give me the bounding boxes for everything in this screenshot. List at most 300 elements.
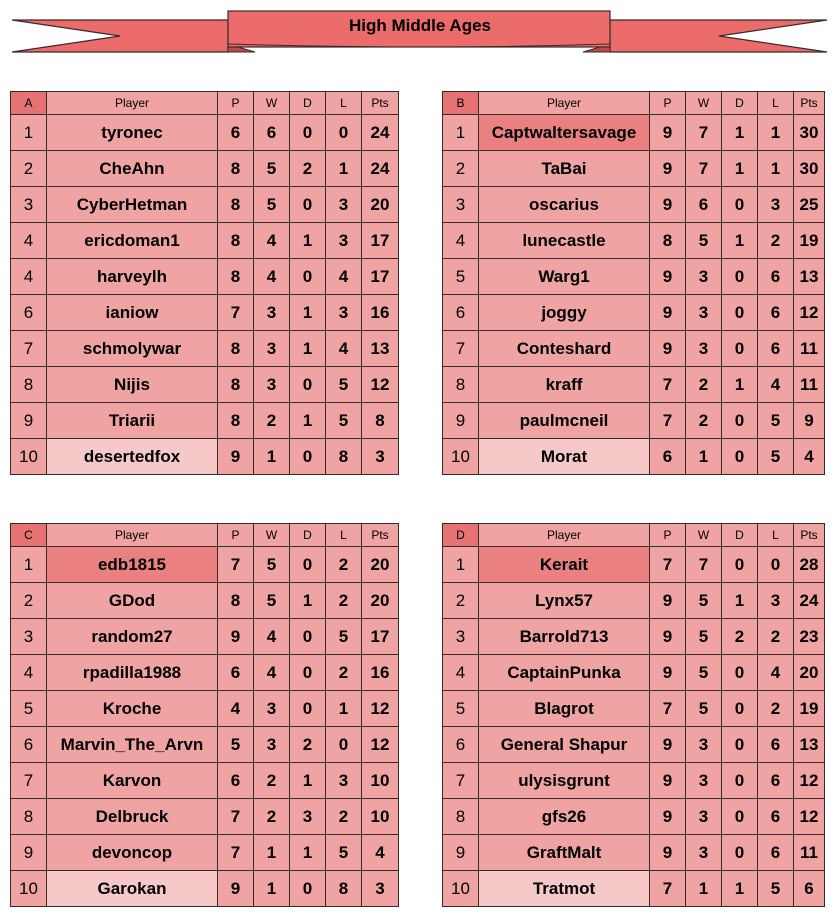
points-cell: 11 <box>794 367 825 403</box>
won-cell: 7 <box>686 151 722 187</box>
points-cell: 24 <box>794 583 825 619</box>
points-cell: 13 <box>362 331 399 367</box>
rank-cell: 4 <box>443 655 479 691</box>
table-row <box>11 619 399 655</box>
table-row <box>443 187 825 223</box>
played-cell: 7 <box>218 835 254 871</box>
rank-cell: 3 <box>443 619 479 655</box>
player-cell: Triarii <box>47 403 218 439</box>
table-row <box>11 871 399 907</box>
rank-cell: 3 <box>11 187 47 223</box>
table-row <box>11 403 399 439</box>
player-cell: Garokan <box>47 871 218 907</box>
won-cell: 2 <box>686 367 722 403</box>
player-cell: paulmcneil <box>479 403 650 439</box>
won-cell: 1 <box>686 439 722 475</box>
won-cell: 5 <box>254 151 290 187</box>
player-cell: desertedfox <box>47 439 218 475</box>
points-cell: 13 <box>794 727 825 763</box>
points-cell: 16 <box>362 295 399 331</box>
page-title: High Middle Ages <box>349 16 491 35</box>
table-row <box>11 151 399 187</box>
table-row <box>443 691 825 727</box>
points-cell: 17 <box>362 259 399 295</box>
played-cell: 9 <box>650 799 686 835</box>
table-row <box>11 763 399 799</box>
played-cell: 7 <box>218 547 254 583</box>
table-row <box>11 691 399 727</box>
column-header-points: Pts <box>362 524 399 547</box>
won-cell: 3 <box>254 295 290 331</box>
played-cell: 4 <box>218 691 254 727</box>
won-cell: 3 <box>686 799 722 835</box>
player-cell: tyronec <box>47 115 218 151</box>
played-cell: 7 <box>218 295 254 331</box>
rank-cell: 5 <box>443 691 479 727</box>
player-cell: kraff <box>479 367 650 403</box>
lost-cell: 4 <box>758 367 794 403</box>
rank-cell: 4 <box>11 223 47 259</box>
rank-cell: 7 <box>11 763 47 799</box>
rank-cell: 8 <box>443 799 479 835</box>
rank-cell: 7 <box>443 763 479 799</box>
won-cell: 6 <box>686 187 722 223</box>
group-label: B <box>443 92 479 115</box>
group-label: C <box>11 524 47 547</box>
player-cell: ianiow <box>47 295 218 331</box>
lost-cell: 2 <box>758 619 794 655</box>
won-cell: 1 <box>254 871 290 907</box>
points-cell: 4 <box>362 835 399 871</box>
points-cell: 12 <box>794 295 825 331</box>
table-row <box>11 583 399 619</box>
played-cell: 9 <box>650 583 686 619</box>
points-cell: 11 <box>794 331 825 367</box>
player-cell: ulysisgrunt <box>479 763 650 799</box>
points-cell: 3 <box>362 871 399 907</box>
drawn-cell: 2 <box>290 727 326 763</box>
table-header-row <box>443 524 825 547</box>
player-cell: Barrold713 <box>479 619 650 655</box>
lost-cell: 2 <box>326 799 362 835</box>
column-header-lost: L <box>758 92 794 115</box>
played-cell: 6 <box>218 763 254 799</box>
player-cell: Kerait <box>479 547 650 583</box>
played-cell: 9 <box>650 763 686 799</box>
column-header-lost: L <box>326 92 362 115</box>
lost-cell: 3 <box>326 763 362 799</box>
table-row <box>443 115 825 151</box>
player-cell: edb1815 <box>47 547 218 583</box>
points-cell: 25 <box>794 187 825 223</box>
player-cell: rpadilla1988 <box>47 655 218 691</box>
points-cell: 6 <box>794 871 825 907</box>
player-cell: Nijis <box>47 367 218 403</box>
table-row <box>443 439 825 475</box>
played-cell: 9 <box>650 619 686 655</box>
table-row <box>443 331 825 367</box>
player-cell: harveylh <box>47 259 218 295</box>
drawn-cell: 1 <box>722 583 758 619</box>
lost-cell: 2 <box>326 583 362 619</box>
rank-cell: 1 <box>443 547 479 583</box>
won-cell: 2 <box>254 763 290 799</box>
drawn-cell: 1 <box>290 223 326 259</box>
drawn-cell: 0 <box>290 115 326 151</box>
column-header-won: W <box>254 92 290 115</box>
lost-cell: 6 <box>758 727 794 763</box>
points-cell: 30 <box>794 151 825 187</box>
rank-cell: 2 <box>443 583 479 619</box>
points-cell: 10 <box>362 799 399 835</box>
played-cell: 7 <box>650 403 686 439</box>
table-row <box>443 763 825 799</box>
player-cell: CyberHetman <box>47 187 218 223</box>
drawn-cell: 0 <box>722 835 758 871</box>
played-cell: 8 <box>218 223 254 259</box>
player-cell: gfs26 <box>479 799 650 835</box>
table-row <box>443 655 825 691</box>
won-cell: 3 <box>254 367 290 403</box>
group-b-table <box>442 91 825 475</box>
player-cell: CaptainPunka <box>479 655 650 691</box>
drawn-cell: 0 <box>290 871 326 907</box>
lost-cell: 3 <box>326 295 362 331</box>
won-cell: 3 <box>254 727 290 763</box>
group-c-table <box>10 523 399 907</box>
rank-cell: 2 <box>11 583 47 619</box>
lost-cell: 1 <box>758 151 794 187</box>
drawn-cell: 0 <box>290 619 326 655</box>
lost-cell: 6 <box>758 763 794 799</box>
lost-cell: 5 <box>758 439 794 475</box>
points-cell: 20 <box>362 583 399 619</box>
played-cell: 7 <box>650 547 686 583</box>
played-cell: 9 <box>650 151 686 187</box>
table-row <box>11 331 399 367</box>
lost-cell: 1 <box>326 151 362 187</box>
table-row <box>443 403 825 439</box>
drawn-cell: 0 <box>722 331 758 367</box>
rank-cell: 8 <box>11 799 47 835</box>
rank-cell: 1 <box>11 547 47 583</box>
rank-cell: 6 <box>443 727 479 763</box>
table-row <box>11 187 399 223</box>
won-cell: 6 <box>254 115 290 151</box>
played-cell: 9 <box>650 295 686 331</box>
rank-cell: 5 <box>11 691 47 727</box>
lost-cell: 8 <box>326 439 362 475</box>
column-header-lost: L <box>758 524 794 547</box>
table-row <box>443 367 825 403</box>
played-cell: 9 <box>650 835 686 871</box>
column-header-points: Pts <box>794 524 825 547</box>
column-header-drawn: D <box>290 524 326 547</box>
table-row <box>443 547 825 583</box>
won-cell: 3 <box>686 727 722 763</box>
won-cell: 2 <box>254 799 290 835</box>
rank-cell: 3 <box>443 187 479 223</box>
played-cell: 5 <box>218 727 254 763</box>
column-header-lost: L <box>326 524 362 547</box>
rank-cell: 4 <box>443 223 479 259</box>
rank-cell: 8 <box>11 367 47 403</box>
rank-cell: 7 <box>11 331 47 367</box>
lost-cell: 4 <box>326 259 362 295</box>
drawn-cell: 0 <box>722 727 758 763</box>
table-row <box>443 223 825 259</box>
table-header-row <box>11 92 399 115</box>
table-row <box>443 583 825 619</box>
won-cell: 4 <box>254 259 290 295</box>
drawn-cell: 0 <box>722 691 758 727</box>
won-cell: 4 <box>254 655 290 691</box>
player-cell: Blagrot <box>479 691 650 727</box>
drawn-cell: 1 <box>722 223 758 259</box>
points-cell: 30 <box>794 115 825 151</box>
points-cell: 16 <box>362 655 399 691</box>
rank-cell: 9 <box>443 403 479 439</box>
lost-cell: 5 <box>326 403 362 439</box>
drawn-cell: 1 <box>290 835 326 871</box>
played-cell: 8 <box>218 151 254 187</box>
column-header-player: Player <box>479 92 650 115</box>
played-cell: 9 <box>650 115 686 151</box>
player-cell: Warg1 <box>479 259 650 295</box>
points-cell: 3 <box>362 439 399 475</box>
played-cell: 8 <box>650 223 686 259</box>
column-header-drawn: D <box>722 524 758 547</box>
won-cell: 5 <box>254 547 290 583</box>
lost-cell: 5 <box>758 871 794 907</box>
played-cell: 7 <box>650 871 686 907</box>
played-cell: 7 <box>218 799 254 835</box>
points-cell: 20 <box>362 187 399 223</box>
rank-cell: 5 <box>443 259 479 295</box>
lost-cell: 4 <box>758 655 794 691</box>
lost-cell: 6 <box>758 331 794 367</box>
rank-cell: 4 <box>11 655 47 691</box>
table-row <box>11 835 399 871</box>
player-cell: Karvon <box>47 763 218 799</box>
drawn-cell: 0 <box>722 259 758 295</box>
lost-cell: 6 <box>758 295 794 331</box>
drawn-cell: 0 <box>722 187 758 223</box>
lost-cell: 3 <box>758 583 794 619</box>
lost-cell: 2 <box>326 547 362 583</box>
rank-cell: 1 <box>443 115 479 151</box>
group-label: D <box>443 524 479 547</box>
lost-cell: 0 <box>326 727 362 763</box>
rank-cell: 10 <box>11 871 47 907</box>
lost-cell: 3 <box>326 223 362 259</box>
table-header-row <box>11 524 399 547</box>
player-cell: CheAhn <box>47 151 218 187</box>
won-cell: 5 <box>686 619 722 655</box>
points-cell: 12 <box>362 691 399 727</box>
points-cell: 28 <box>794 547 825 583</box>
player-cell: oscarius <box>479 187 650 223</box>
group-a-table <box>10 91 399 475</box>
rank-cell: 6 <box>443 295 479 331</box>
points-cell: 24 <box>362 115 399 151</box>
points-cell: 20 <box>794 655 825 691</box>
points-cell: 10 <box>362 763 399 799</box>
rank-cell: 1 <box>11 115 47 151</box>
won-cell: 2 <box>254 403 290 439</box>
column-header-played: P <box>650 524 686 547</box>
player-cell: Lynx57 <box>479 583 650 619</box>
rank-cell: 7 <box>443 331 479 367</box>
won-cell: 1 <box>254 835 290 871</box>
table-row <box>443 871 825 907</box>
lost-cell: 5 <box>326 619 362 655</box>
column-header-player: Player <box>47 524 218 547</box>
points-cell: 13 <box>794 259 825 295</box>
lost-cell: 6 <box>758 799 794 835</box>
player-cell: GraftMalt <box>479 835 650 871</box>
drawn-cell: 0 <box>722 439 758 475</box>
rank-cell: 2 <box>443 151 479 187</box>
won-cell: 3 <box>686 763 722 799</box>
lost-cell: 2 <box>758 223 794 259</box>
column-header-drawn: D <box>722 92 758 115</box>
points-cell: 17 <box>362 619 399 655</box>
player-cell: TaBai <box>479 151 650 187</box>
won-cell: 5 <box>686 223 722 259</box>
player-cell: random27 <box>47 619 218 655</box>
table-row <box>11 799 399 835</box>
lost-cell: 6 <box>758 835 794 871</box>
won-cell: 7 <box>686 547 722 583</box>
table-row <box>11 367 399 403</box>
won-cell: 5 <box>686 655 722 691</box>
won-cell: 4 <box>254 619 290 655</box>
lost-cell: 2 <box>758 691 794 727</box>
player-cell: lunecastle <box>479 223 650 259</box>
rank-cell: 9 <box>11 835 47 871</box>
points-cell: 9 <box>794 403 825 439</box>
lost-cell: 5 <box>326 835 362 871</box>
won-cell: 4 <box>254 223 290 259</box>
points-cell: 12 <box>362 367 399 403</box>
drawn-cell: 2 <box>290 151 326 187</box>
lost-cell: 8 <box>326 871 362 907</box>
won-cell: 3 <box>686 259 722 295</box>
player-cell: General Shapur <box>479 727 650 763</box>
lost-cell: 6 <box>758 259 794 295</box>
played-cell: 9 <box>218 619 254 655</box>
won-cell: 3 <box>254 331 290 367</box>
rank-cell: 10 <box>443 439 479 475</box>
points-cell: 19 <box>794 691 825 727</box>
player-cell: joggy <box>479 295 650 331</box>
drawn-cell: 3 <box>290 799 326 835</box>
rank-cell: 6 <box>11 727 47 763</box>
played-cell: 8 <box>218 331 254 367</box>
played-cell: 9 <box>650 655 686 691</box>
drawn-cell: 1 <box>290 295 326 331</box>
drawn-cell: 1 <box>722 115 758 151</box>
played-cell: 8 <box>218 259 254 295</box>
points-cell: 20 <box>362 547 399 583</box>
drawn-cell: 0 <box>722 763 758 799</box>
lost-cell: 5 <box>326 367 362 403</box>
table-row <box>11 655 399 691</box>
column-header-played: P <box>218 92 254 115</box>
table-row <box>443 799 825 835</box>
played-cell: 6 <box>218 115 254 151</box>
won-cell: 1 <box>686 871 722 907</box>
table-row <box>11 259 399 295</box>
won-cell: 1 <box>254 439 290 475</box>
lost-cell: 0 <box>758 547 794 583</box>
group-d-table <box>442 523 825 907</box>
group-label: A <box>11 92 47 115</box>
drawn-cell: 0 <box>290 187 326 223</box>
won-cell: 7 <box>686 115 722 151</box>
drawn-cell: 1 <box>290 763 326 799</box>
player-cell: Marvin_The_Arvn <box>47 727 218 763</box>
table-row <box>11 547 399 583</box>
rank-cell: 2 <box>11 151 47 187</box>
player-cell: GDod <box>47 583 218 619</box>
drawn-cell: 1 <box>290 331 326 367</box>
played-cell: 8 <box>218 367 254 403</box>
played-cell: 9 <box>650 331 686 367</box>
points-cell: 11 <box>794 835 825 871</box>
table-row <box>11 223 399 259</box>
player-cell: schmolywar <box>47 331 218 367</box>
column-header-points: Pts <box>362 92 399 115</box>
drawn-cell: 0 <box>290 691 326 727</box>
points-cell: 12 <box>362 727 399 763</box>
won-cell: 5 <box>686 583 722 619</box>
table-header-row <box>443 92 825 115</box>
player-cell: Delbruck <box>47 799 218 835</box>
won-cell: 3 <box>686 331 722 367</box>
lost-cell: 3 <box>758 187 794 223</box>
table-row <box>443 727 825 763</box>
played-cell: 6 <box>650 439 686 475</box>
rank-cell: 9 <box>443 835 479 871</box>
played-cell: 6 <box>218 655 254 691</box>
points-cell: 4 <box>794 439 825 475</box>
drawn-cell: 0 <box>290 547 326 583</box>
won-cell: 2 <box>686 403 722 439</box>
player-cell: Conteshard <box>479 331 650 367</box>
column-header-drawn: D <box>290 92 326 115</box>
drawn-cell: 1 <box>290 583 326 619</box>
lost-cell: 1 <box>758 115 794 151</box>
played-cell: 8 <box>218 583 254 619</box>
column-header-won: W <box>686 92 722 115</box>
drawn-cell: 2 <box>722 619 758 655</box>
points-cell: 17 <box>362 223 399 259</box>
table-row <box>443 259 825 295</box>
rank-cell: 4 <box>11 259 47 295</box>
points-cell: 12 <box>794 799 825 835</box>
player-cell: devoncop <box>47 835 218 871</box>
points-cell: 12 <box>794 763 825 799</box>
player-cell: ericdoman1 <box>47 223 218 259</box>
played-cell: 9 <box>218 871 254 907</box>
played-cell: 9 <box>650 727 686 763</box>
drawn-cell: 0 <box>722 655 758 691</box>
column-header-played: P <box>218 524 254 547</box>
table-row <box>443 835 825 871</box>
lost-cell: 1 <box>326 691 362 727</box>
